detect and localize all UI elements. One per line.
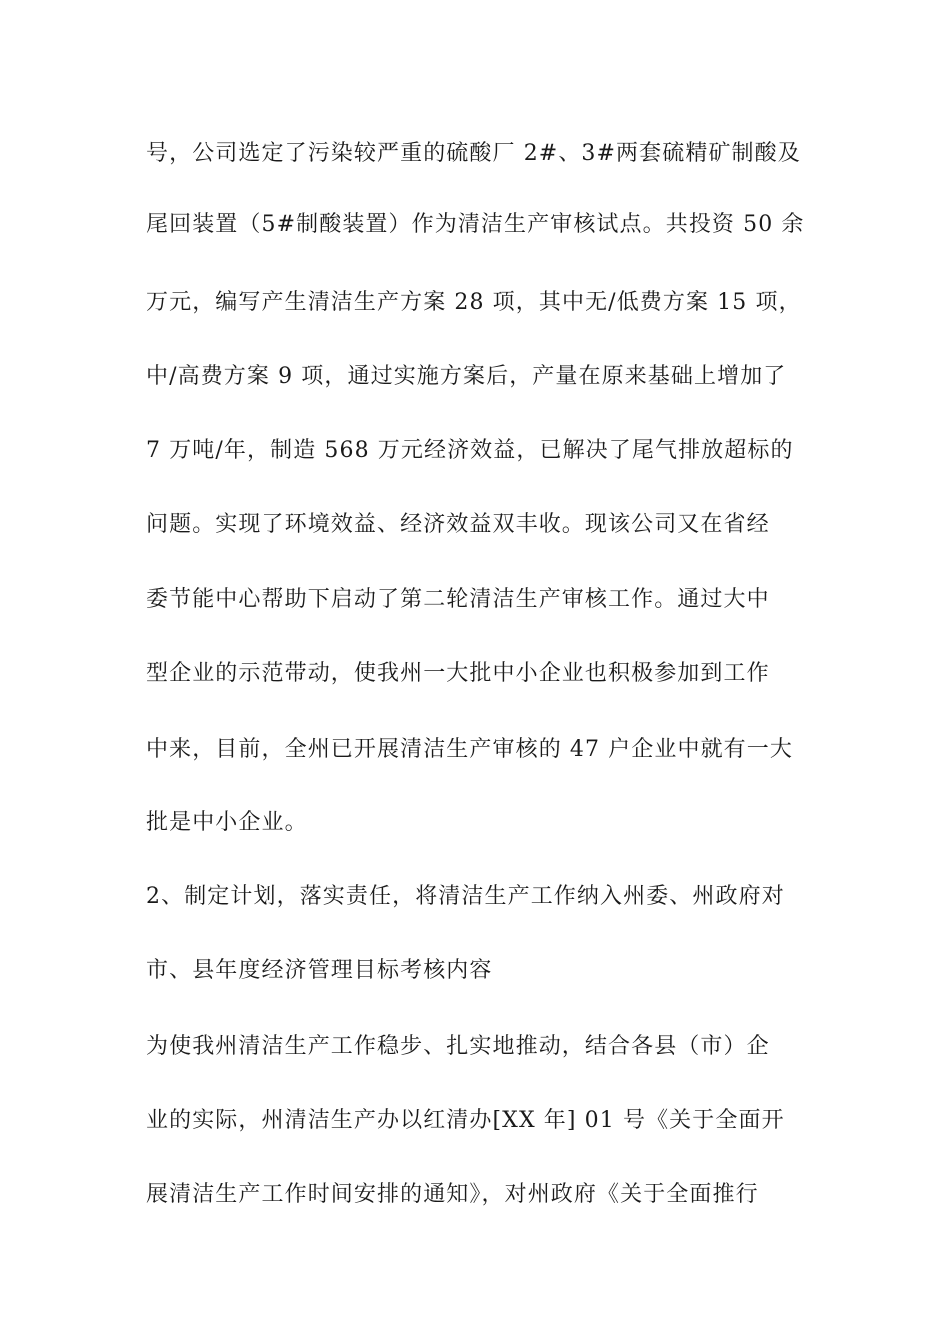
section-heading-line-1: 2、制定计划，落实责任，将清洁生产工作纳入州委、州政府对 <box>146 884 785 909</box>
section-heading-line-2: 市、县年度经济管理目标考核内容 <box>146 958 493 983</box>
text-line-1: 号，公司选定了污染较严重的硫酸厂 2#、3#两套硫精矿制酸及 <box>146 141 801 166</box>
text-line-10: 批是中小企业。 <box>146 810 308 835</box>
text-line-14: 业的实际，州清洁生产办以红清办[XX 年] 01 号《关于全面开 <box>146 1108 785 1133</box>
text-line-8: 型企业的示范带动，使我州一大批中小企业也积极参加到工作 <box>146 661 770 686</box>
text-line-9: 中来，目前，全州已开展清洁生产审核的 47 户企业中就有一大 <box>146 737 793 762</box>
text-line-15: 展清洁生产工作时间安排的通知》，对州政府《关于全面推行 <box>146 1182 759 1207</box>
text-line-3: 万元，编写产生清洁生产方案 28 项，其中无/低费方案 15 项， <box>146 290 802 315</box>
text-line-6: 问题。实现了环境效益、经济效益双丰收。现该公司又在省经 <box>146 512 770 537</box>
text-line-4: 中/高费方案 9 项，通过实施方案后，产量在原来基础上增加了 <box>146 364 787 389</box>
text-line-2: 尾回装置（5#制酸装置）作为清洁生产审核试点。共投资 50 余 <box>146 212 805 237</box>
text-line-13: 为使我州清洁生产工作稳步、扎实地推动，结合各县（市）企 <box>146 1034 770 1059</box>
text-line-7: 委节能中心帮助下启动了第二轮清洁生产审核工作。通过大中 <box>146 587 770 612</box>
text-line-5: 7 万吨/年，制造 568 万元经济效益，已解决了尾气排放超标的 <box>146 438 794 463</box>
